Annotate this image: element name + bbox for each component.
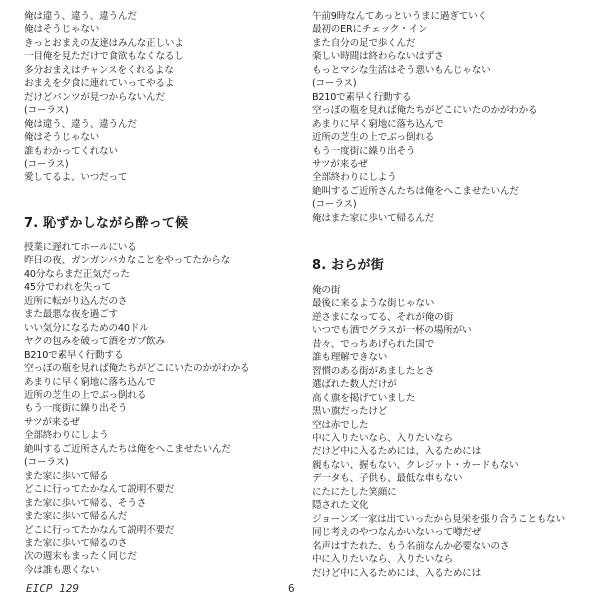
page-number: 6	[288, 582, 295, 595]
lyric-line: あまりに早く窮地に落ち込んで	[312, 118, 444, 130]
lyric-line: もっとマシな生活はそう悪いもんじゃない	[312, 64, 491, 76]
lyric-line: きっとおまえの友達はみんな正しいよ	[24, 37, 184, 49]
lyric-line: デ一タも、子供も、最低な車もない	[312, 473, 463, 485]
lyric-line: あまりに早く窮地に落ち込んで	[24, 376, 156, 388]
lyric-line: 中に入りたいなら、入りたいなら	[312, 554, 453, 566]
lyric-line: 次の週末もまったく同じだ	[24, 551, 137, 563]
lyric-line: もう一度街に繰り出そう	[24, 403, 128, 415]
lyric-line: (コーラス)	[24, 158, 69, 170]
song-6-lyrics-end	[24, 10, 184, 185]
lyric-line: 一目俺を見ただけで食欲もなくなるし	[24, 51, 184, 63]
lyric-line: サツが来るぜ	[24, 416, 80, 428]
lyric-line: 授業に遅れてホールにいる	[24, 242, 137, 253]
lyric-line: 習慣のある街があましたとさ	[312, 365, 435, 377]
lyric-line: また家に歩いて帰るんだ	[24, 511, 128, 523]
lyric-line: 愛してるよ、いつだって	[24, 172, 128, 184]
lyric-line: 楽しい時間は終わらないはずさ	[312, 51, 444, 63]
lyric-line: (コーラス)	[312, 199, 357, 211]
lyric-line: 午前9時なんてあっというまに過ぎていく	[312, 11, 487, 22]
lyric-line: サツが来るぜ	[312, 158, 368, 170]
lyric-line: 40分ならまだ正気だった	[24, 268, 130, 280]
lyric-line: (コーラス)	[24, 457, 69, 469]
lyric-line: B210で素早く行動する	[24, 349, 124, 361]
lyric-line: また家に歩いて帰るのさ	[24, 537, 128, 549]
lyric-line: 近所に転がり込んだのさ	[24, 295, 128, 307]
song-8-lyrics	[312, 284, 565, 580]
lyric-line: また家に歩いて帰る	[24, 470, 109, 482]
lyric-line: 最後に来るような街じゃない	[312, 298, 435, 310]
lyric-line: 誰もわかってくれない	[24, 145, 118, 157]
catalog-code: EICP 129	[26, 582, 79, 595]
lyric-line: いつでも酒でグラスが一杯の場所がい	[312, 325, 472, 337]
lyric-line: 俺はまた家に歩いて帰るんだ	[312, 212, 435, 224]
lyric-line: 俺は違う、違う、違うんだ	[24, 11, 137, 22]
lyric-line: 最初のERにチェック・イン	[312, 24, 428, 36]
lyric-line: ジョーンズ一家は出ていったから見栄を張り合うこともない	[312, 513, 565, 525]
lyric-line: (コーラス)	[24, 105, 69, 117]
lyric-line: 中に入りたいなら、入りたいなら	[312, 432, 453, 444]
lyric-line: 今は誰も悪くない	[24, 564, 100, 576]
lyric-line: また家に歩いて帰る、そうさ	[24, 497, 147, 509]
lyric-line: B210で素早く行動する	[312, 91, 412, 103]
lyric-line: 俺はそうじゃない	[24, 132, 100, 144]
lyric-line: (コーラス)	[312, 78, 357, 90]
lyric-line: もう一度街に繰り出そう	[312, 145, 416, 157]
lyric-line: 親もない、握もない、クレジット・カードもない	[312, 459, 519, 471]
song-7-lyrics-continued	[312, 10, 537, 225]
lyric-line: 空っぽの瓶を見れば俺たちがどこにいたのかがわかる	[24, 363, 250, 375]
song-8-title: 8. おらが街	[312, 258, 384, 273]
lyric-line: 選ばれた数人だけが	[312, 379, 397, 391]
lyric-line: 空っぽの瓶を見れば俺たちがどこにいたのかがわかる	[312, 105, 538, 117]
song-7-title: 7. 恥ずかしながら酔って候	[24, 216, 189, 231]
lyric-line: 名声はすたれた、もう名前なんか必要ないのさ	[312, 540, 510, 552]
lyric-line: また最悪な夜を過ごす	[24, 309, 118, 321]
lyric-line: 絶叫するご近所さんたちは俺をへこませたいんだ	[312, 185, 519, 197]
song-7-lyrics	[24, 241, 249, 577]
lyric-line: 俺の街	[312, 285, 341, 296]
lyric-line: 多分おまえはチャンスをくれるよな	[24, 64, 174, 76]
lyric-line: 昔々、でっちあげられた国で	[312, 338, 435, 350]
lyric-line: 俺は違う、違う、違うんだ	[24, 118, 137, 130]
lyric-line: 近所の芝生の上でぶっ倒れる	[24, 389, 147, 401]
lyric-line: 高く旗を掲げていました	[312, 392, 416, 404]
lyric-line: 空は赤でした	[312, 419, 369, 431]
lyric-line: 誰も理解できない	[312, 352, 388, 364]
lyric-line: だけど中に入るためには、入るためには	[312, 567, 482, 579]
lyric-line: いい気分になるための40ドル	[24, 322, 149, 334]
lyric-line: だけど中に入るためには、入るためには	[312, 446, 482, 458]
lyric-line: また自分の足で歩くんだ	[312, 37, 416, 49]
lyric-line: 近所の芝生の上でぶっ倒れる	[312, 132, 435, 144]
lyric-line: どこに行ってたかなんて説明不要だ	[24, 484, 175, 496]
lyric-line: 45分でわれを失って	[24, 282, 111, 294]
lyric-line: 俺はそうじゃない	[24, 24, 100, 36]
lyric-line: 逆さまになってる、それが俺の街	[312, 311, 453, 323]
lyric-line: 全部終わりにしよう	[312, 172, 397, 184]
lyric-line: 昨日の夜、ガンガンバカなことをやってたからな	[24, 255, 230, 267]
lyric-line: 隠された文化	[312, 500, 369, 512]
lyric-line: 絶叫するご近所さんたちは俺をへこませたいんだ	[24, 443, 231, 455]
lyric-line: だけどパンツが見つからないんだ	[24, 91, 165, 103]
lyric-line: おまえを夕食に連れていってやるよ	[24, 78, 175, 90]
lyric-line: 全部終わりにしよう	[24, 430, 109, 442]
lyric-line: 同じ考えのやつなんかいないって噂だぜ	[312, 527, 482, 539]
lyric-line: ヤクの包みを破って酒をガブ飲み	[24, 336, 165, 348]
lyric-line: 黒い旗だったけど	[312, 406, 388, 418]
lyric-line: にたにたした笑顔に	[312, 486, 397, 498]
lyric-line: どこに行ってたかなんて説明不要だ	[24, 524, 175, 536]
